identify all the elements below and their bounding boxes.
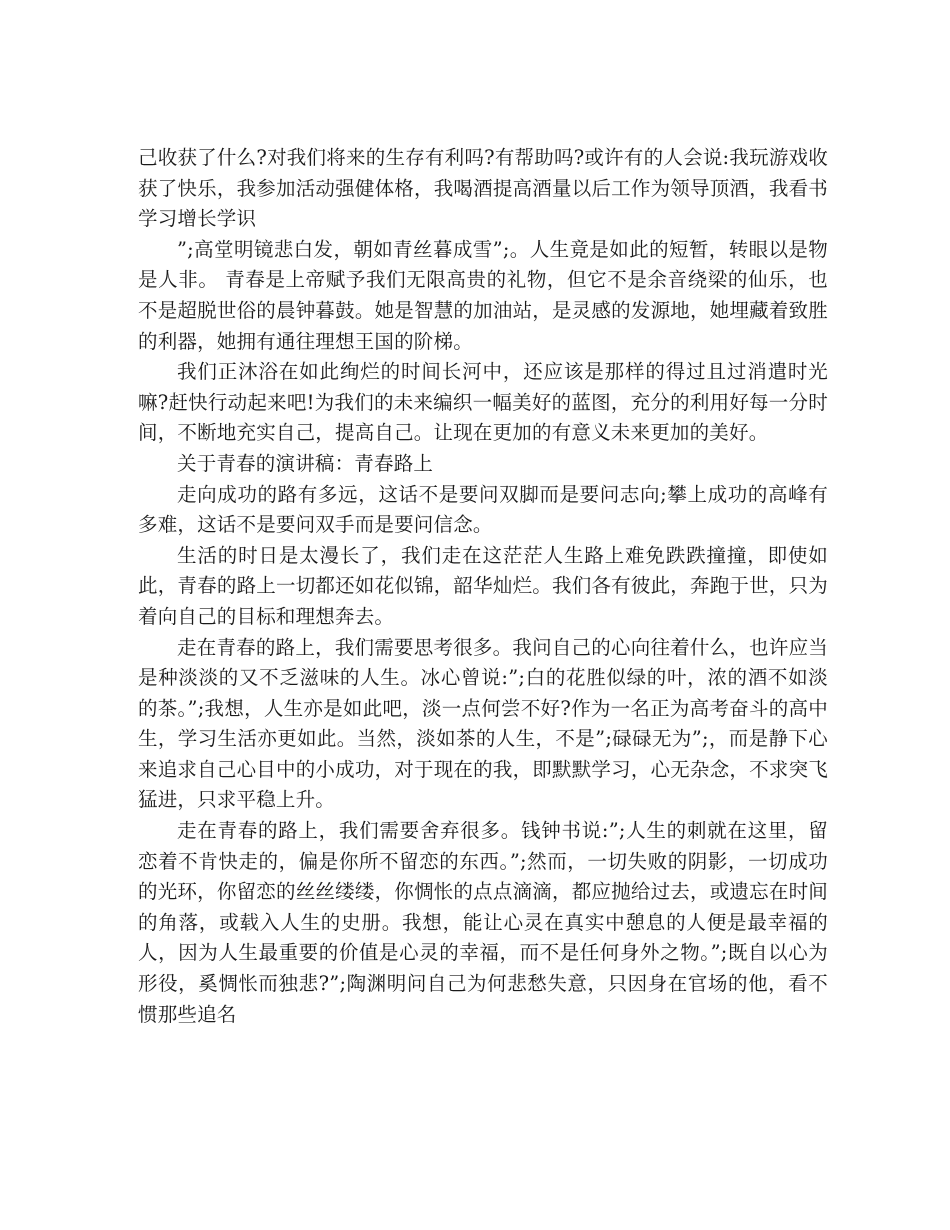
document-body: [138, 143, 828, 1030]
paragraph-2: ”;高堂明镜悲白发，朝如青丝暮成雪”;。人生竟是如此的短暂，转眼以是物是人非。 青春是上帝赋予我们无限高贵的礼物，但它不是余音绕梁的仙乐，也不是超脱世俗的晨钟暮鼓。她是智慧的加油站，是灵感的发源地，她埋藏着致胜的利器，她拥有通往理想王国的阶梯。: [138, 237, 828, 353]
paragraph-6: 生活的时日是太漫长了，我们走在这茫茫人生路上难免跌跌撞撞，即使如此，青春的路上一切都还如花似锦，韶华灿烂。我们各有彼此，奔跑于世，只为着向自己的目标和理想奔去。: [138, 543, 828, 628]
paragraph-7: 走在青春的路上，我们需要思考很多。我问自己的心向往着什么，也许应当是种淡淡的又不乏滋味的人生。冰心曾说:”;白的花胜似绿的叶，浓的酒不如淡的茶。”;我想，人生亦是如此吧，淡一点何尝不好?作为一名正为高考奋斗的高中生，学习生活亦更如此。当然，淡如茶的人生，不是”;碌碌无为”;，而是静下心来追求自己心目中的小成功，对于现在的我，即默默学习，心无杂念，不求突飞猛进，只求平稳上升。: [138, 635, 828, 812]
section-heading: 关于青春的演讲稿：青春路上: [177, 451, 434, 475]
paragraph-5: 走向成功的路有多远，这话不是要问双脚而是要问志向;攀上成功的高峰有多难，这话不是要问双手而是要问信念。: [138, 482, 828, 537]
paragraph-3: 我们正沐浴在如此绚烂的时间长河中，还应该是那样的得过且过消遣时光嘛?赶快行动起来吧!为我们的未来编织一幅美好的蓝图，充分的利用好每一分时间，不断地充实自己，提高自己。让现在更加的有意义未来更加的美好。: [138, 360, 828, 445]
paragraph-8: 走在青春的路上，我们需要舍弃很多。钱钟书说:”;人生的刺就在这里，留恋着不肯快走的，偏是你所不留恋的东西。”;然而，一切失败的阴影，一切成功的光环，你留恋的丝丝缕缕，你惆怅的点点滴滴，都应抛给过去，或遗忘在时间的角落，或载入人生的史册。我想，能让心灵在真实中憩息的人便是最幸福的人，因为人生最重要的价值是心灵的幸福，而不是任何身外之物。”;既自以心为形役，奚惆怅而独悲?”;陶渊明问自己为何悲愁失意，只因身在官场的他，看不惯那些追名: [138, 819, 828, 1026]
paragraph-1: 己收获了什么?对我们将来的生存有利吗?有帮助吗?或许有的人会说:我玩游戏收获了快乐，我参加活动强健体格，我喝酒提高酒量以后工作为领导顶酒，我看书学习增长学识: [138, 146, 828, 231]
